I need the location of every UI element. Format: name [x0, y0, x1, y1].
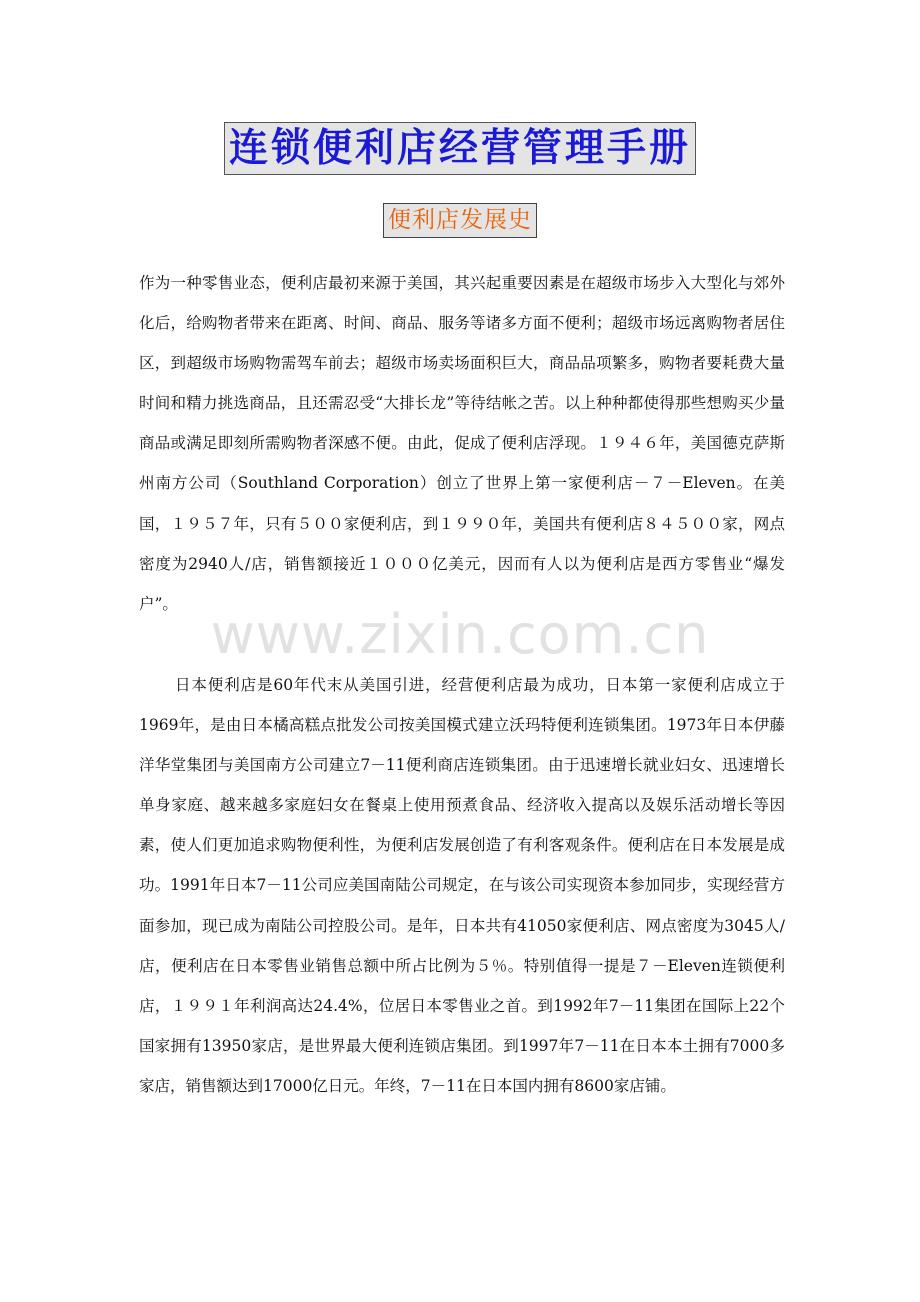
section-title: 便利店发展史	[383, 203, 537, 238]
body-paragraph-2: 日本便利店是60年代末从美国引进，经营便利店最为成功，日本第一家便利店成立于1969年，是由日本橘高糕点批发公司按美国模式建立沃玛特便利连锁集团。1973年日本伊藤洋华堂集团与美国南方公司建立7－11便利商店连锁集团。由于迅速增长就业妇女、迅速增长单身家庭、越来越多家庭妇女在餐桌上使用预煮食品、经济收入提高以及娱乐活动增长等因素，使人们更加追求购物便利性，为便利店发展创造了有利客观条件。便利店在日本发展是成功。1991年日本7－11公司应美国南陆公司规定，在与该公司实现资本参加同步，实现经营方面参加，现已成为南陆公司控股公司。是年，日本共有41050家便利店、网点密度为3045人/店，便利店在日本零售业销售总额中所占比例为５％。特别值得一提是７－Eleven连锁便利店，１９９１年利润高达24.4%，位居日本零售业之首。到1992年7－11集团在国际上22个国家拥有13950家店，是世界最大便利连锁店集团。到1997年7－11在日本本土拥有7000多家店，销售额达到17000亿日元。年终，7－11在日本国内拥有8600家店铺。	[139, 676, 785, 1095]
document-title: 连锁便利店经营管理手册	[224, 122, 696, 175]
document-title-container	[0, 122, 920, 175]
section-title-container	[0, 203, 920, 238]
body-paragraph-1: 作为一种零售业态，便利店最初来源于美国，其兴起重要因素是在超级市场步入大型化与郊外化后，给购物者带来在距离、时间、商品、服务等诸多方面不便利；超级市场远离购物者居住区，到超级市场购物需驾车前去；超级市场卖场面积巨大，商品品项繁多，购物者要耗费大量时间和精力挑选商品，且还需忍受“大排长龙”等待结帐之苦。以上种种都使得那些想购买少量商品或满足即刻所需购物者深感不便。由此，促成了便利店浮现。１９４６年，美国德克萨斯州南方公司（Southland Corporation）创立了世界上第一家便利店－７－Eleven。在美国，１９５７年，只有５００家便利店，到１９９０年，美国共有便利店８４５００家，网点密度为2940人/店，销售额接近１０００亿美元，因而有人以为便利店是西方零售业“爆发户”。	[139, 274, 785, 613]
watermark: www.zixin.com.cn	[210, 603, 710, 666]
